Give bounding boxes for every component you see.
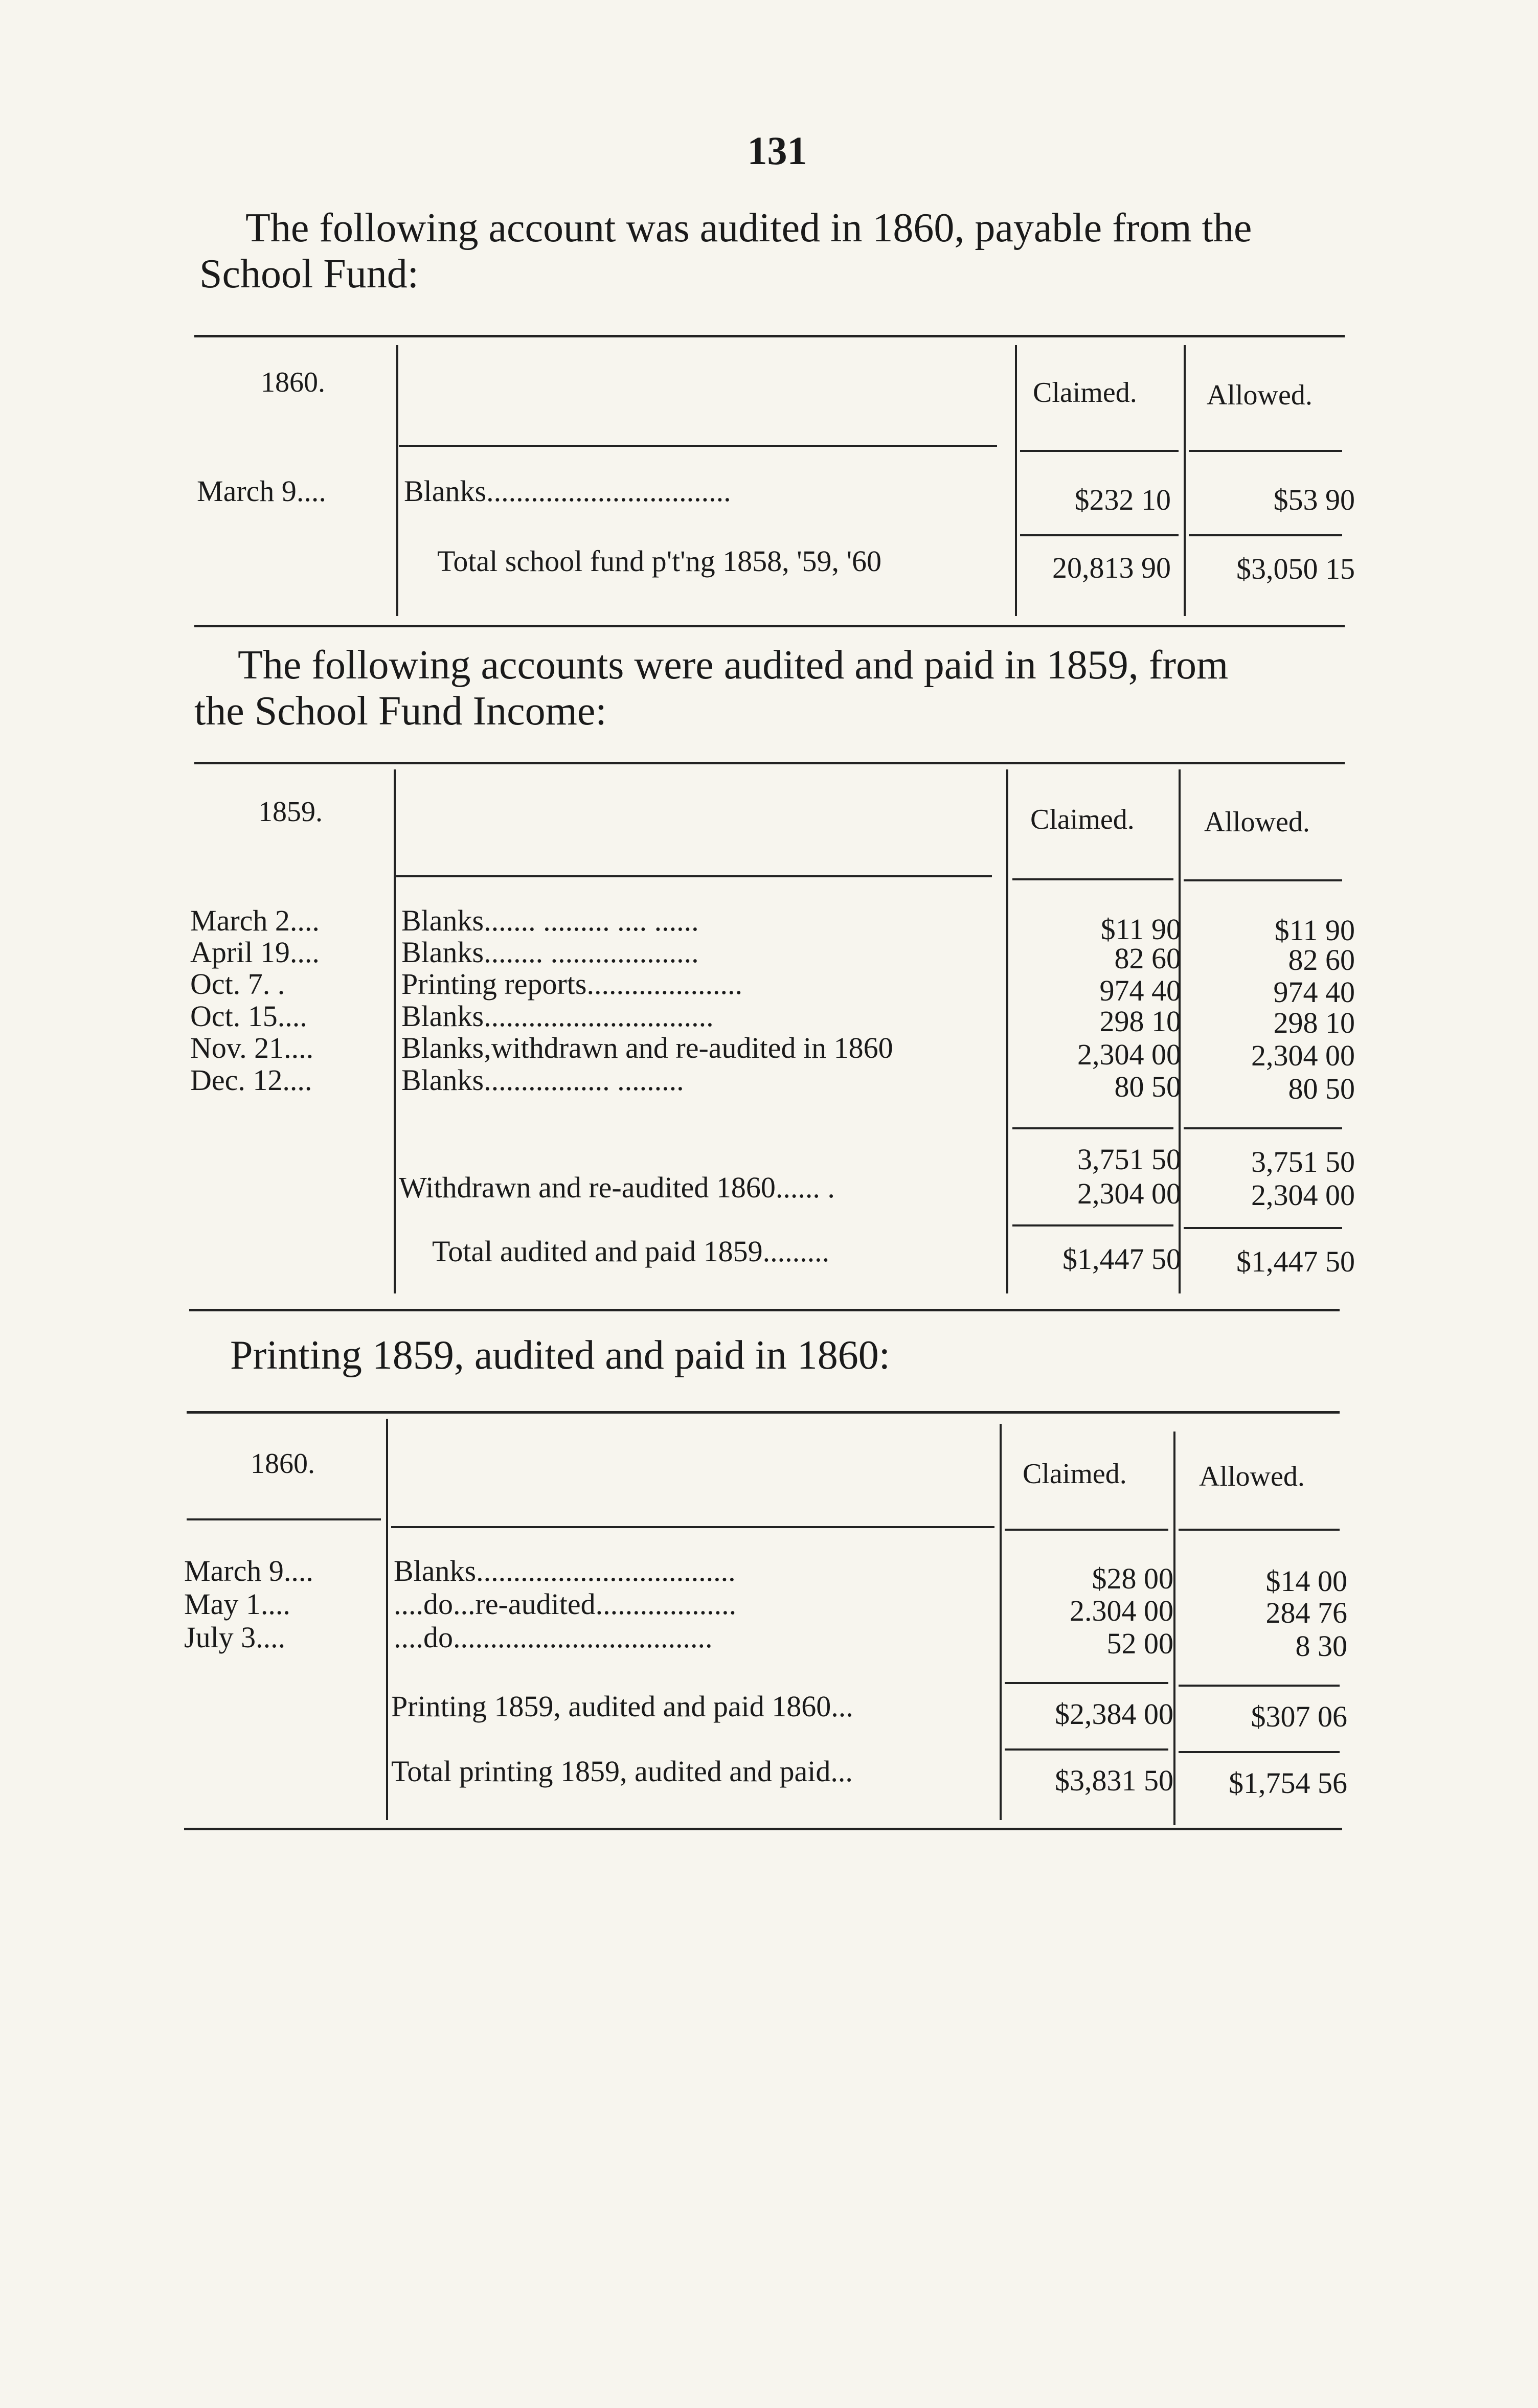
section2-withdrawn-label: Withdrawn and re-audited 1860...... . bbox=[399, 1171, 835, 1204]
section2-header-rule-desc bbox=[396, 875, 992, 877]
section2-row-item: Blanks............................... bbox=[401, 999, 714, 1033]
section3-bottom-rule bbox=[184, 1828, 1342, 1830]
section2-row-item: Blanks................. ......... bbox=[401, 1063, 684, 1097]
section2-divider-claimed bbox=[1006, 769, 1008, 1293]
section3-row-allowed: 8 30 bbox=[1295, 1629, 1347, 1663]
section3-col-claimed: Claimed. bbox=[1023, 1458, 1127, 1490]
section3-divider-allowed bbox=[1173, 1432, 1175, 1825]
section3-header-rule-claimed bbox=[1005, 1529, 1168, 1531]
section1-row-claimed: $232 10 bbox=[1074, 483, 1171, 516]
section2-total-allowed: $1,447 50 bbox=[1236, 1245, 1355, 1278]
section2-row-date: Oct. 7. . bbox=[190, 967, 285, 1001]
section2-header-rule-allowed bbox=[1184, 879, 1342, 881]
section2-divider-date bbox=[394, 769, 396, 1293]
section3-header-rule-desc bbox=[391, 1526, 994, 1528]
section1-total-claimed: 20,813 90 bbox=[1052, 551, 1171, 584]
section2-bottom-rule bbox=[189, 1309, 1340, 1311]
section2-row-allowed: 974 40 bbox=[1273, 975, 1355, 1009]
section3-top-rule bbox=[187, 1411, 1340, 1414]
section3-heading: Printing 1859, audited and paid in 1860: bbox=[230, 1333, 890, 1378]
section1-bottom-rule bbox=[194, 625, 1345, 627]
section2-row-claimed: 974 40 bbox=[1099, 974, 1181, 1007]
section1-total-allowed: $3,050 15 bbox=[1236, 552, 1355, 585]
section2-row-date: Dec. 12.... bbox=[190, 1063, 312, 1097]
section2-subtotal-allowed: 3,751 50 bbox=[1251, 1145, 1355, 1178]
section3-row-claimed: 52 00 bbox=[1106, 1627, 1173, 1660]
section2-row-item: Blanks....... ......... .... ...... bbox=[401, 904, 699, 937]
section2-row-date: Nov. 21.... bbox=[190, 1031, 314, 1064]
section2-col-year: 1859. bbox=[258, 796, 323, 828]
section2-heading-line1: The following accounts were audited and paid in 1859, from bbox=[238, 643, 1229, 688]
section2-row-date: Oct. 15.... bbox=[190, 999, 307, 1033]
section2-header-rule-claimed bbox=[1012, 878, 1173, 880]
section3-col-year: 1860. bbox=[251, 1448, 315, 1480]
section1-divider-date bbox=[396, 345, 398, 616]
section1-col-allowed: Allowed. bbox=[1207, 379, 1313, 411]
section2-row-allowed: 82 60 bbox=[1288, 943, 1355, 976]
section2-subtotal-rule-allowed bbox=[1184, 1127, 1342, 1129]
section3-printing-rule-claimed bbox=[1005, 1682, 1168, 1684]
section3-row-claimed: 2.304 00 bbox=[1070, 1594, 1173, 1627]
section1-total-rule-allowed bbox=[1189, 534, 1342, 536]
section1-row-item: Blanks................................. bbox=[404, 474, 731, 508]
section3-row-item: ....do...re-audited................... bbox=[394, 1587, 737, 1621]
section1-header-rule-claimed bbox=[1020, 450, 1179, 452]
section1-header-rule-allowed bbox=[1189, 450, 1342, 452]
section2-withdrawn-allowed: 2,304 00 bbox=[1251, 1178, 1355, 1212]
section1-heading-line1: The following account was audited in 1860, payable from the bbox=[245, 206, 1252, 251]
section3-total-claimed: $3,831 50 bbox=[1055, 1764, 1173, 1797]
section3-total-label: Total printing 1859, audited and paid... bbox=[391, 1755, 853, 1788]
section1-total-label: Total school fund p't'ng 1858, '59, '60 bbox=[437, 544, 882, 578]
section1-col-year: 1860. bbox=[261, 367, 325, 398]
section3-printing-label: Printing 1859, audited and paid 1860... bbox=[391, 1690, 853, 1723]
section1-divider-claimed bbox=[1015, 345, 1017, 616]
section3-divider-date bbox=[386, 1419, 388, 1820]
section3-printing-claimed: $2,384 00 bbox=[1055, 1697, 1173, 1731]
section1-heading-line2: School Fund: bbox=[199, 252, 419, 297]
section3-row-item: ....do................................... bbox=[394, 1621, 713, 1654]
section2-col-allowed: Allowed. bbox=[1204, 806, 1310, 838]
section3-row-allowed: $14 00 bbox=[1265, 1564, 1347, 1598]
section1-total-rule-claimed bbox=[1020, 534, 1179, 536]
section1-divider-allowed bbox=[1184, 345, 1186, 616]
section3-total-rule-claimed bbox=[1005, 1748, 1168, 1751]
section2-row-allowed: 2,304 00 bbox=[1251, 1039, 1355, 1072]
section3-total-rule-allowed bbox=[1179, 1751, 1340, 1753]
section1-row-allowed: $53 90 bbox=[1273, 483, 1355, 516]
section2-row-claimed: 80 50 bbox=[1114, 1070, 1181, 1103]
section1-top-rule bbox=[194, 335, 1345, 337]
section3-header-rule-allowed bbox=[1179, 1529, 1340, 1531]
section2-subtotal-claimed: 3,751 50 bbox=[1077, 1143, 1181, 1176]
section2-col-claimed: Claimed. bbox=[1030, 804, 1135, 835]
section3-total-allowed: $1,754 56 bbox=[1229, 1766, 1347, 1800]
section3-row-date: May 1.... bbox=[184, 1587, 290, 1621]
section3-printing-rule-allowed bbox=[1179, 1685, 1340, 1687]
section2-total-claimed: $1,447 50 bbox=[1062, 1242, 1181, 1276]
section2-row-date: April 19.... bbox=[190, 936, 320, 969]
section2-row-allowed: 298 10 bbox=[1273, 1006, 1355, 1039]
section2-row-item: Printing reports..................... bbox=[401, 967, 742, 1001]
section3-row-date: July 3.... bbox=[184, 1621, 286, 1654]
section3-row-item: Blanks................................... bbox=[394, 1554, 736, 1587]
section3-printing-allowed: $307 06 bbox=[1251, 1700, 1347, 1733]
section3-row-date: March 9.... bbox=[184, 1554, 313, 1587]
section2-row-claimed: 82 60 bbox=[1114, 942, 1181, 975]
section2-withdrawn-claimed: 2,304 00 bbox=[1077, 1177, 1181, 1210]
section2-total-rule-allowed bbox=[1184, 1227, 1342, 1229]
section1-header-rule-desc bbox=[399, 445, 997, 447]
section3-row-allowed: 284 76 bbox=[1265, 1596, 1347, 1629]
section2-row-date: March 2.... bbox=[190, 904, 320, 937]
section2-total-label: Total audited and paid 1859......... bbox=[432, 1235, 830, 1268]
section1-row-date: March 9.... bbox=[197, 474, 326, 508]
section2-total-rule-claimed bbox=[1012, 1224, 1173, 1226]
section2-row-claimed: 2,304 00 bbox=[1077, 1038, 1181, 1071]
section3-header-rule-date bbox=[187, 1518, 381, 1520]
section1-col-claimed: Claimed. bbox=[1033, 377, 1137, 408]
section3-col-allowed: Allowed. bbox=[1199, 1461, 1305, 1492]
section2-row-claimed: $11 90 bbox=[1100, 913, 1181, 946]
section2-heading-line2: the School Fund Income: bbox=[194, 689, 607, 734]
section2-subtotal-rule-claimed bbox=[1012, 1127, 1173, 1129]
section2-row-allowed: $11 90 bbox=[1274, 914, 1355, 947]
section2-row-allowed: 80 50 bbox=[1288, 1072, 1355, 1105]
section2-row-item: Blanks,withdrawn and re-audited in 1860 bbox=[401, 1031, 893, 1064]
section2-top-rule bbox=[194, 762, 1345, 764]
section2-row-claimed: 298 10 bbox=[1099, 1005, 1181, 1038]
section3-row-claimed: $28 00 bbox=[1092, 1562, 1173, 1595]
section2-row-item: Blanks........ .................... bbox=[401, 936, 699, 969]
section3-divider-claimed bbox=[1000, 1424, 1002, 1820]
page-number: 131 bbox=[747, 128, 807, 173]
